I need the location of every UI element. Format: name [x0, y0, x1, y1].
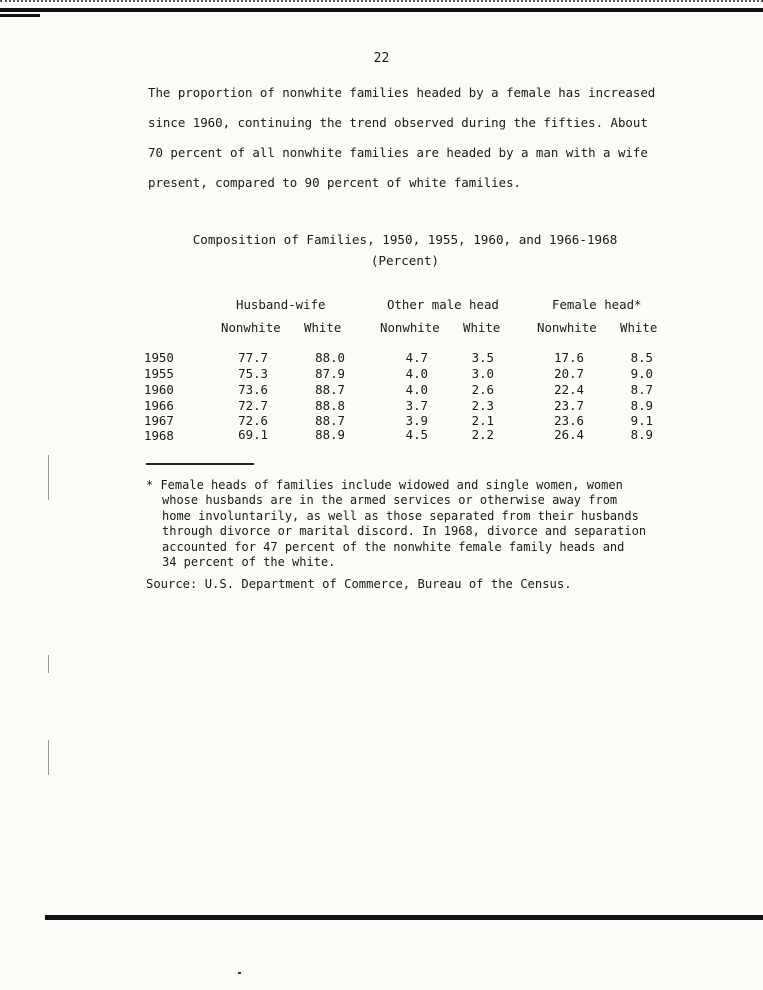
- scan-artifact: [48, 655, 49, 673]
- table-cell: 9.0: [630, 366, 653, 381]
- table-subtitle: (Percent): [370, 253, 440, 268]
- paragraph-line: since 1960, continuing the trend observed during the fifties. About: [148, 115, 648, 130]
- table-cell: 72.7: [238, 398, 268, 413]
- subheader-nonwhite: Nonwhite: [380, 320, 440, 335]
- footnote-line: accounted for 47 percent of the nonwhite female family heads and: [162, 539, 625, 554]
- table-cell: 8.9: [630, 398, 653, 413]
- scan-artifact: [48, 455, 49, 500]
- row-year: 1967: [144, 413, 174, 428]
- table-cell: 2.1: [471, 413, 494, 428]
- table-cell: 2.2: [471, 427, 494, 442]
- source-note: Source: U.S. Department of Commerce, Bureau of the Census.: [146, 577, 572, 591]
- table-cell: 77.7: [238, 350, 268, 365]
- subheader-white: White: [304, 320, 342, 335]
- page-number: 22: [373, 51, 390, 66]
- table-cell: 72.6: [238, 413, 268, 428]
- subheader-nonwhite: Nonwhite: [537, 320, 597, 335]
- table-cell: 88.7: [315, 413, 345, 428]
- row-year: 1966: [144, 398, 174, 413]
- table-cell: 75.3: [238, 366, 268, 381]
- table-cell: 3.7: [405, 398, 428, 413]
- table-cell: 26.4: [554, 427, 584, 442]
- footnote-line: home involuntarily, as well as those separated from their husbands: [162, 508, 639, 523]
- table-cell: 17.6: [554, 350, 584, 365]
- table-cell: 2.3: [471, 398, 494, 413]
- table-caption: [0, 229, 763, 271]
- table-cell: 23.7: [554, 398, 584, 413]
- top-scan-border: [0, 0, 763, 12]
- table-cell: 88.9: [315, 427, 345, 442]
- table-cell: 87.9: [315, 366, 345, 381]
- table-cell: 2.6: [471, 382, 494, 397]
- subheader-nonwhite: Nonwhite: [221, 320, 281, 335]
- footnote: [146, 478, 706, 570]
- bottom-scan-border: [45, 915, 763, 920]
- table-cell: 4.0: [405, 366, 428, 381]
- table-cell: 8.5: [630, 350, 653, 365]
- table-cell: 88.7: [315, 382, 345, 397]
- table-cell: 3.9: [405, 413, 428, 428]
- subheader-white: White: [463, 320, 501, 335]
- subheader-white: White: [620, 320, 658, 335]
- paragraph-line: present, compared to 90 percent of white families.: [148, 175, 521, 190]
- scan-artifact: [48, 740, 49, 775]
- table-cell: 3.0: [471, 366, 494, 381]
- table-cell: 69.1: [238, 427, 268, 442]
- table-cell: 4.5: [405, 427, 428, 442]
- table-cell: 8.9: [630, 427, 653, 442]
- row-year: 1960: [144, 382, 174, 397]
- footnote-divider: [146, 463, 254, 465]
- table-cell: 8.7: [630, 382, 653, 397]
- table-cell: 23.6: [554, 413, 584, 428]
- paragraph-line: The proportion of nonwhite families headed by a female has increased: [148, 85, 656, 100]
- row-year: 1968: [144, 428, 174, 443]
- table-cell: 4.7: [405, 350, 428, 365]
- table-cell: 9.1: [630, 413, 653, 428]
- table-cell: 88.8: [315, 398, 345, 413]
- footnote-line: whose husbands are in the armed services or otherwise away from: [162, 493, 618, 508]
- scan-artifact: [238, 972, 241, 974]
- intro-paragraph: [148, 78, 688, 198]
- row-year: 1950: [144, 350, 174, 365]
- group-header-husband-wife: Husband-wife: [236, 297, 326, 312]
- footnote-line: * Female heads of families include widowed and single women, women: [146, 478, 623, 492]
- table-cell: 3.5: [471, 350, 494, 365]
- table-cell: 73.6: [238, 382, 268, 397]
- footnote-line: through divorce or marital discord. In 1968, divorce and separation: [162, 524, 647, 539]
- paragraph-line: 70 percent of all nonwhite families are headed by a man with a wife: [148, 145, 648, 160]
- group-header-female: Female head*: [552, 297, 642, 312]
- row-year: 1955: [144, 366, 174, 381]
- table-cell: 4.0: [405, 382, 428, 397]
- group-header-other-male: Other male head: [387, 297, 499, 312]
- table-cell: 88.0: [315, 350, 345, 365]
- table-title: Composition of Families, 1950, 1955, 1960, and 1966-1968: [192, 232, 618, 247]
- table-cell: 22.4: [554, 382, 584, 397]
- table-cell: 20.7: [554, 366, 584, 381]
- footnote-line: 34 percent of the white.: [162, 555, 336, 570]
